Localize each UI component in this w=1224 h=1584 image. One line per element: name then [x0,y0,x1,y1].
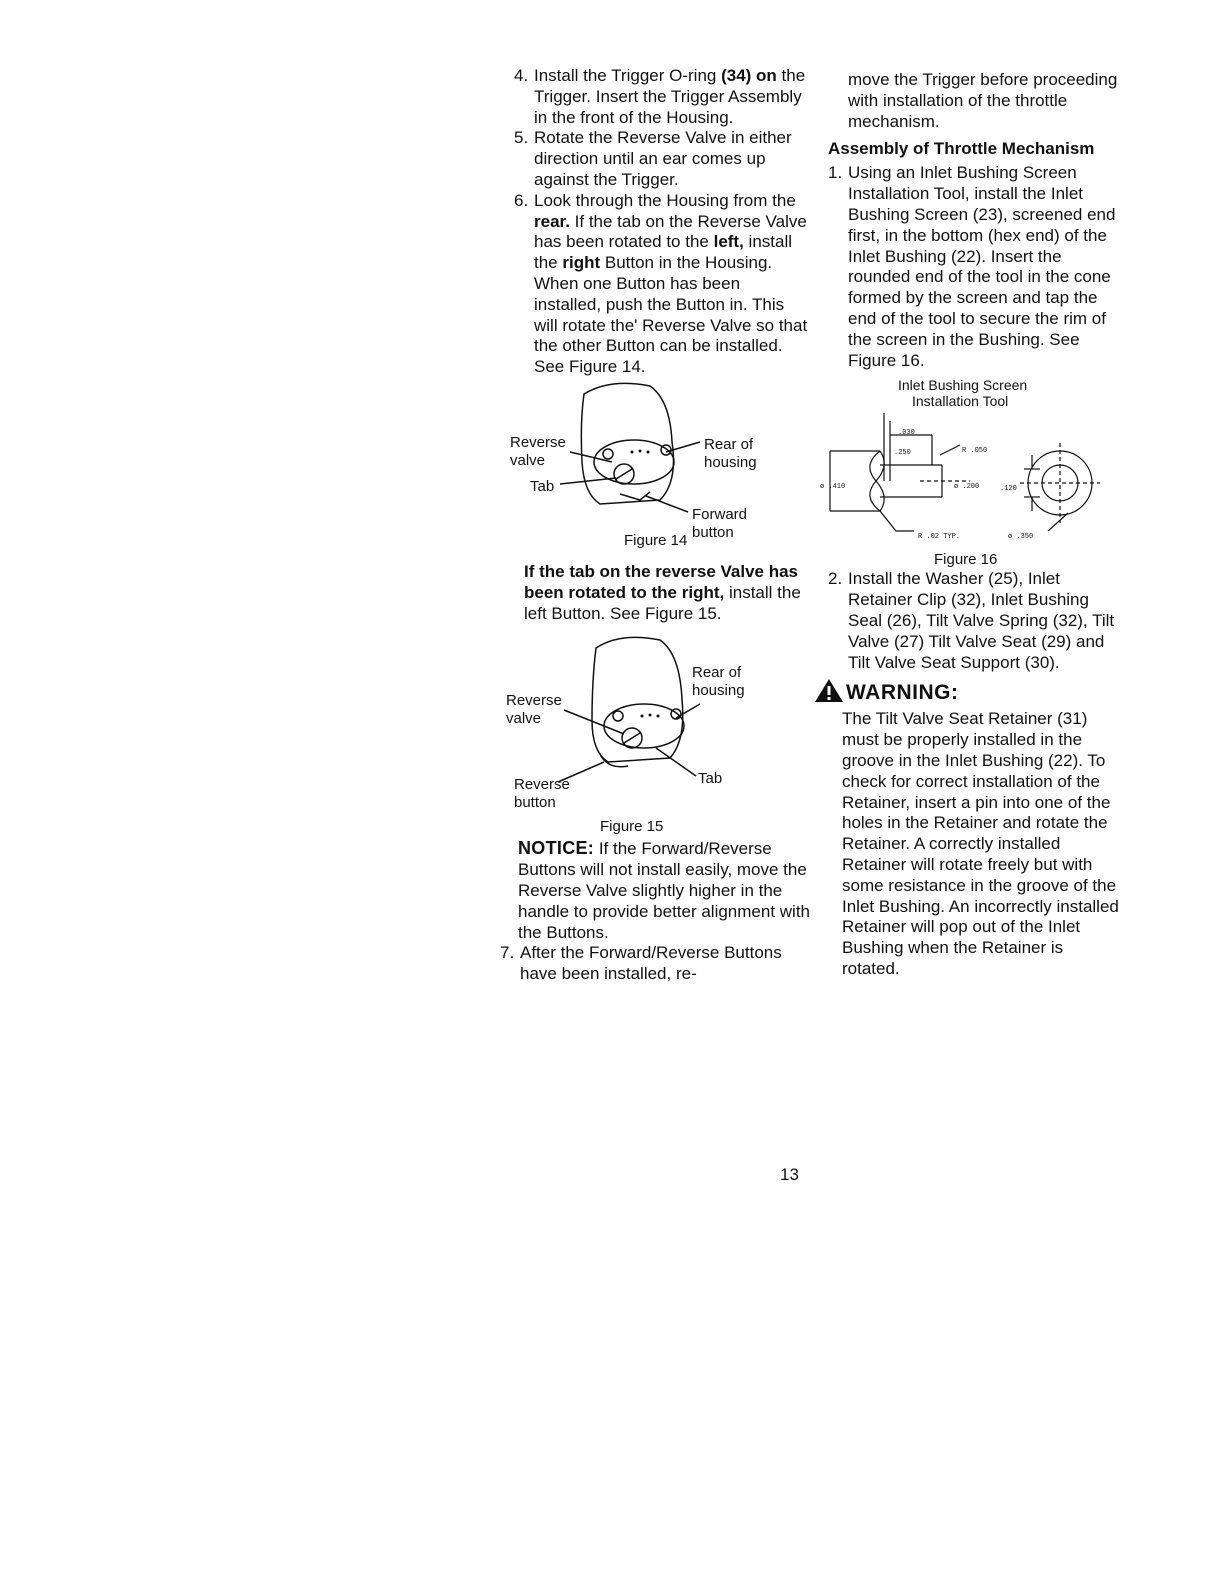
right-tab-note-bold: If the tab on the reverse Valve has been rotated to the right, [524,561,799,602]
step-number: 4. [514,66,529,85]
step-number: 7. [500,943,515,963]
step-5 [500,128,810,190]
step-text: install the [534,232,793,273]
fig14-label-button: button [692,523,734,541]
step-number: 2. [828,569,843,589]
left-column [500,66,810,985]
fig15-label-tab: Tab [698,770,723,788]
step-7 [486,943,810,985]
steps-list-left-2 [486,943,810,985]
fig15-label-reverse: Reverse [506,692,562,710]
step-text: Using an Inlet Bushing Screen Installation Tool, install the Inlet Bushing Screen (23), screened end first, in the bottom (hex end) of the Inlet Bushing (22). Insert the rounded end of the tool in the cone formed by the screen and tap the end of the tool to secure the rim of the screen in the Bushing. See Figure 16. [848,163,1116,370]
fig16-dim-120: .120 [1000,485,1017,494]
right-tab-note-text: install the left Button. See Figure 15. [524,582,801,623]
fig16-dim-r050: R .050 [962,447,988,456]
section-heading: Assembly of Throttle Mechanism [828,139,1095,159]
notice-text: If the Forward/Reverse Buttons will not install easily, move the Reverse Valve slightly higher in the handle to provide better alignment with the Buttons. [518,839,811,942]
fig15-label-reverse-button: Reverse [514,776,570,794]
fig14-label-rear: Rear of [704,435,754,453]
fig16-dim-d350: ø .350 [1008,533,1034,542]
step-text-bold: rear. [534,211,570,231]
fig15-label-valve: valve [506,710,542,728]
step-text: Button in the Housing. When one Button has been installed, push the Button in. This will rotate the' Reverse Valve so that the other Button can be installed. See Figure 14. [534,253,808,377]
step-2 [820,569,1120,673]
figure-16 [820,373,1120,569]
fig16-dim-030: .030 [898,429,915,438]
fig16-dim-250: .250 [894,449,911,458]
step-text-bold: left, [713,232,744,252]
step-text: Install the Washer (25), Inlet Retainer Clip (32), Inlet Bushing Seal (26), Tilt Valve Spring (32), Tilt Valve (27) Tilt Valve Seat (29) and Tilt Valve Seat Support (30). [848,569,1115,672]
fig16-dim-d410: ø .410 [820,483,846,492]
step-text-bold: (34) on [721,66,777,85]
step-6 [500,191,810,378]
figure-16-caption: Figure 16 [934,551,998,569]
steps-list-right-2 [820,569,1120,673]
step-text: Install the Trigger O-ring [534,66,722,85]
step-text: If the tab on the Reverse Valve has been rotated to the [534,211,807,252]
fig15-label-housing: housing [692,682,745,700]
step-number: 1. [828,163,843,183]
fig15-label-button: button [514,794,556,812]
step-1 [820,163,1120,371]
step-text: the Trigger. Insert the Trigger Assembly in the front of the Housing. [534,66,806,127]
fig14-label-valve: valve [510,451,546,469]
fig16-dim-d200: ø .200 [954,483,980,492]
warning-heading-row [814,677,1120,703]
figure-14-caption: Figure 14 [624,531,688,549]
figure-14 [500,382,800,558]
steps-list-right [820,163,1120,371]
warning-heading: WARNING: [846,680,959,704]
notice [500,838,810,943]
step-4 [500,66,810,128]
page-number: 13 [780,1165,799,1184]
fig16-dim-r02: R .02 TYP. [918,533,961,542]
fig14-label-tab: Tab [530,477,555,495]
figure-15-caption: Figure 15 [600,818,664,836]
figure-15 [500,630,800,834]
fig14-label-reverse: Reverse [510,433,566,451]
step-text: Look through the Housing from the [534,190,796,210]
right-column [820,70,1120,980]
right-tab-note [500,562,810,624]
steps-list-left [500,66,810,378]
step-text-bold: right [562,253,601,273]
step-text: Rotate the Reverse Valve in either direction until an ear comes up against the Trigger. [534,128,792,189]
step-number: 5. [514,128,529,148]
notice-heading: NOTICE: [518,838,595,859]
fig16-title-line1: Inlet Bushing Screen [898,377,1028,394]
fig14-label-housing: housing [704,453,757,471]
fig15-label-rear: Rear of [692,664,742,682]
step-number: 6. [514,190,529,210]
warning-icon [814,677,844,703]
fig16-title-line2: Installation Tool [912,393,1009,410]
fig14-label-forward: Forward [692,505,748,523]
continuation-text: move the Trigger before proceeding with installation of the throttle mechanism. [848,70,1118,131]
step-text: After the Forward/Reverse Buttons have been installed, re- [520,943,782,984]
warning-text: The Tilt Valve Seat Retainer (31) must be properly installed in the groove in the Inlet Bushing (22). To check for correct installation of the Retainer, insert a pin into one of the holes in the Retainer and rotate the Retainer. A correctly installed Retainer will rotate freely but with some resistance in the groove of the Inlet Bushing. An incorrectly installed Retainer will pop out of the Inlet Bushing when the Retainer is rotated. [842,709,1119,978]
